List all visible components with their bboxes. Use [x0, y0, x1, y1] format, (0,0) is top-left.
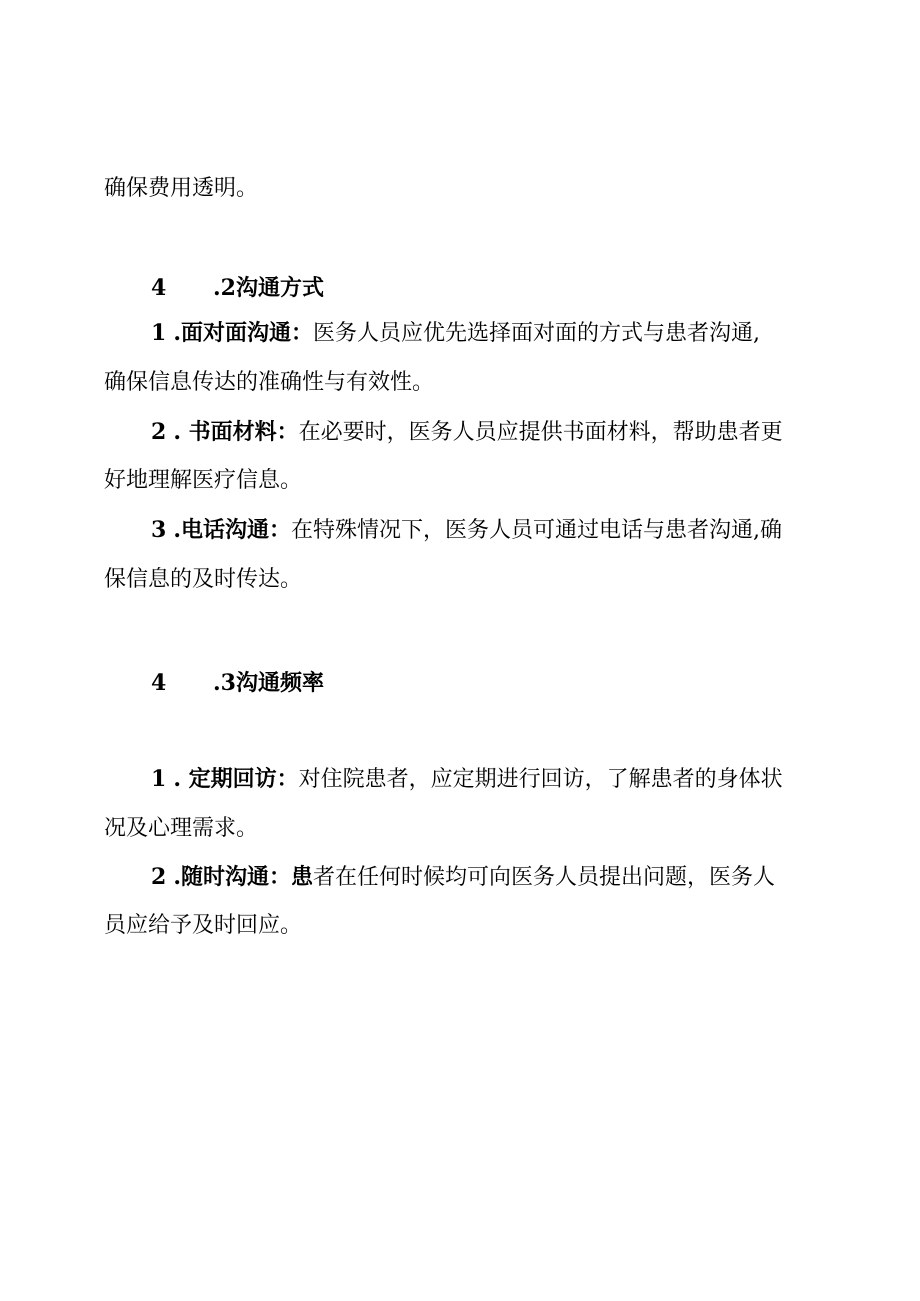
item-label: . 定期回访： [173, 766, 299, 792]
list-item-face-to-face [151, 318, 760, 349]
item-text: 者在任何时候均可向医务人员提出问题，医务人 [312, 865, 775, 890]
item-text: 对住院患者，应定期进行回访，了解患者的身体状 [298, 767, 783, 792]
list-item-written-materials [151, 417, 783, 448]
item-text: 医务人员应优先选择面对面的方式与患者沟通, [312, 321, 760, 346]
section-number: 4 [151, 670, 167, 696]
item-label: .电话沟通： [173, 517, 291, 543]
section-number: 4 [151, 275, 167, 301]
item-text: 在必要时，医务人员应提供书面材料，帮助患者更 [298, 420, 783, 445]
item-text: 在特殊情况下，医务人员可通过电话与患者沟通,确 [290, 518, 782, 543]
item-label: .随时沟通：患 [173, 864, 313, 890]
list-item-regular-followup-cont: 况及心理需求。 [104, 816, 259, 841]
item-label: . 书面材料： [173, 419, 299, 445]
list-item-regular-followup [151, 764, 783, 795]
section-title: .3沟通频率 [213, 670, 324, 696]
list-item-anytime [151, 862, 775, 893]
list-item-face-to-face-cont: 确保信息传达的准确性与有效性。 [104, 370, 435, 395]
item-number: 2 [151, 419, 167, 445]
section-title: .2沟通方式 [213, 275, 324, 301]
item-number: 1 [151, 766, 167, 792]
list-item-phone [151, 515, 782, 546]
list-item-written-materials-cont: 好地理解医疗信息。 [104, 468, 303, 493]
list-item-phone-cont: 保信息的及时传达。 [104, 567, 303, 592]
item-number: 1 [151, 320, 167, 346]
list-item-anytime-cont: 员应给予及时回应。 [104, 913, 303, 938]
item-label: .面对面沟通： [173, 320, 313, 346]
item-number: 3 [151, 517, 167, 543]
item-number: 2 [151, 864, 167, 890]
continuation-text: 确保费用透明。 [104, 176, 259, 201]
